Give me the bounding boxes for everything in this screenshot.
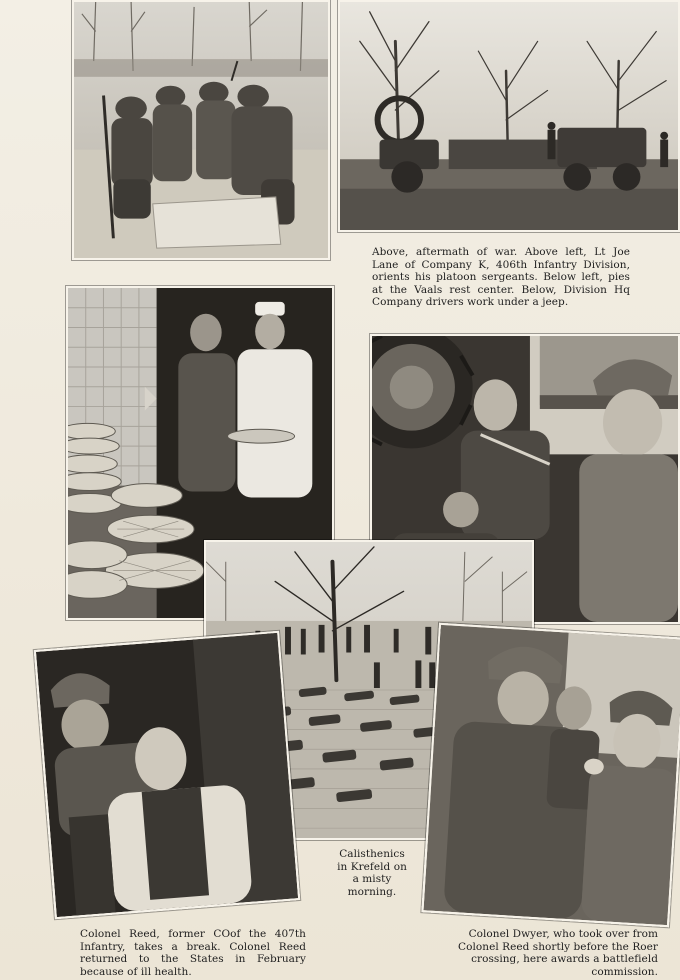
photo-colonel-dwyer <box>421 623 680 928</box>
photo-colonel-reed <box>34 631 300 919</box>
photo-soldiers-map <box>72 0 330 260</box>
photo-aftermath-wreckage <box>338 0 680 232</box>
caption-colonel-reed: Colonel Reed, former COof the 407th Infantry, takes a break. Colonel Reed returned to the States in February because of ill health. <box>80 928 306 978</box>
caption-colonel-dwyer: Colonel Dwyer, who took over from Colonel Reed shortly before the Roer crossing, here awards a battlefield commission. <box>458 928 658 978</box>
caption-calisthenics: Calisthenics in Krefeld on a misty morning. <box>337 848 407 898</box>
caption-aftermath: Above, aftermath of war. Above left, Lt Joe Lane of Company K, 406th Infantry Division, orients his platoon sergeants. Below left, pies at the Vaals rest center. Below, Division Hq Company drivers work under a jeep. <box>372 246 630 309</box>
